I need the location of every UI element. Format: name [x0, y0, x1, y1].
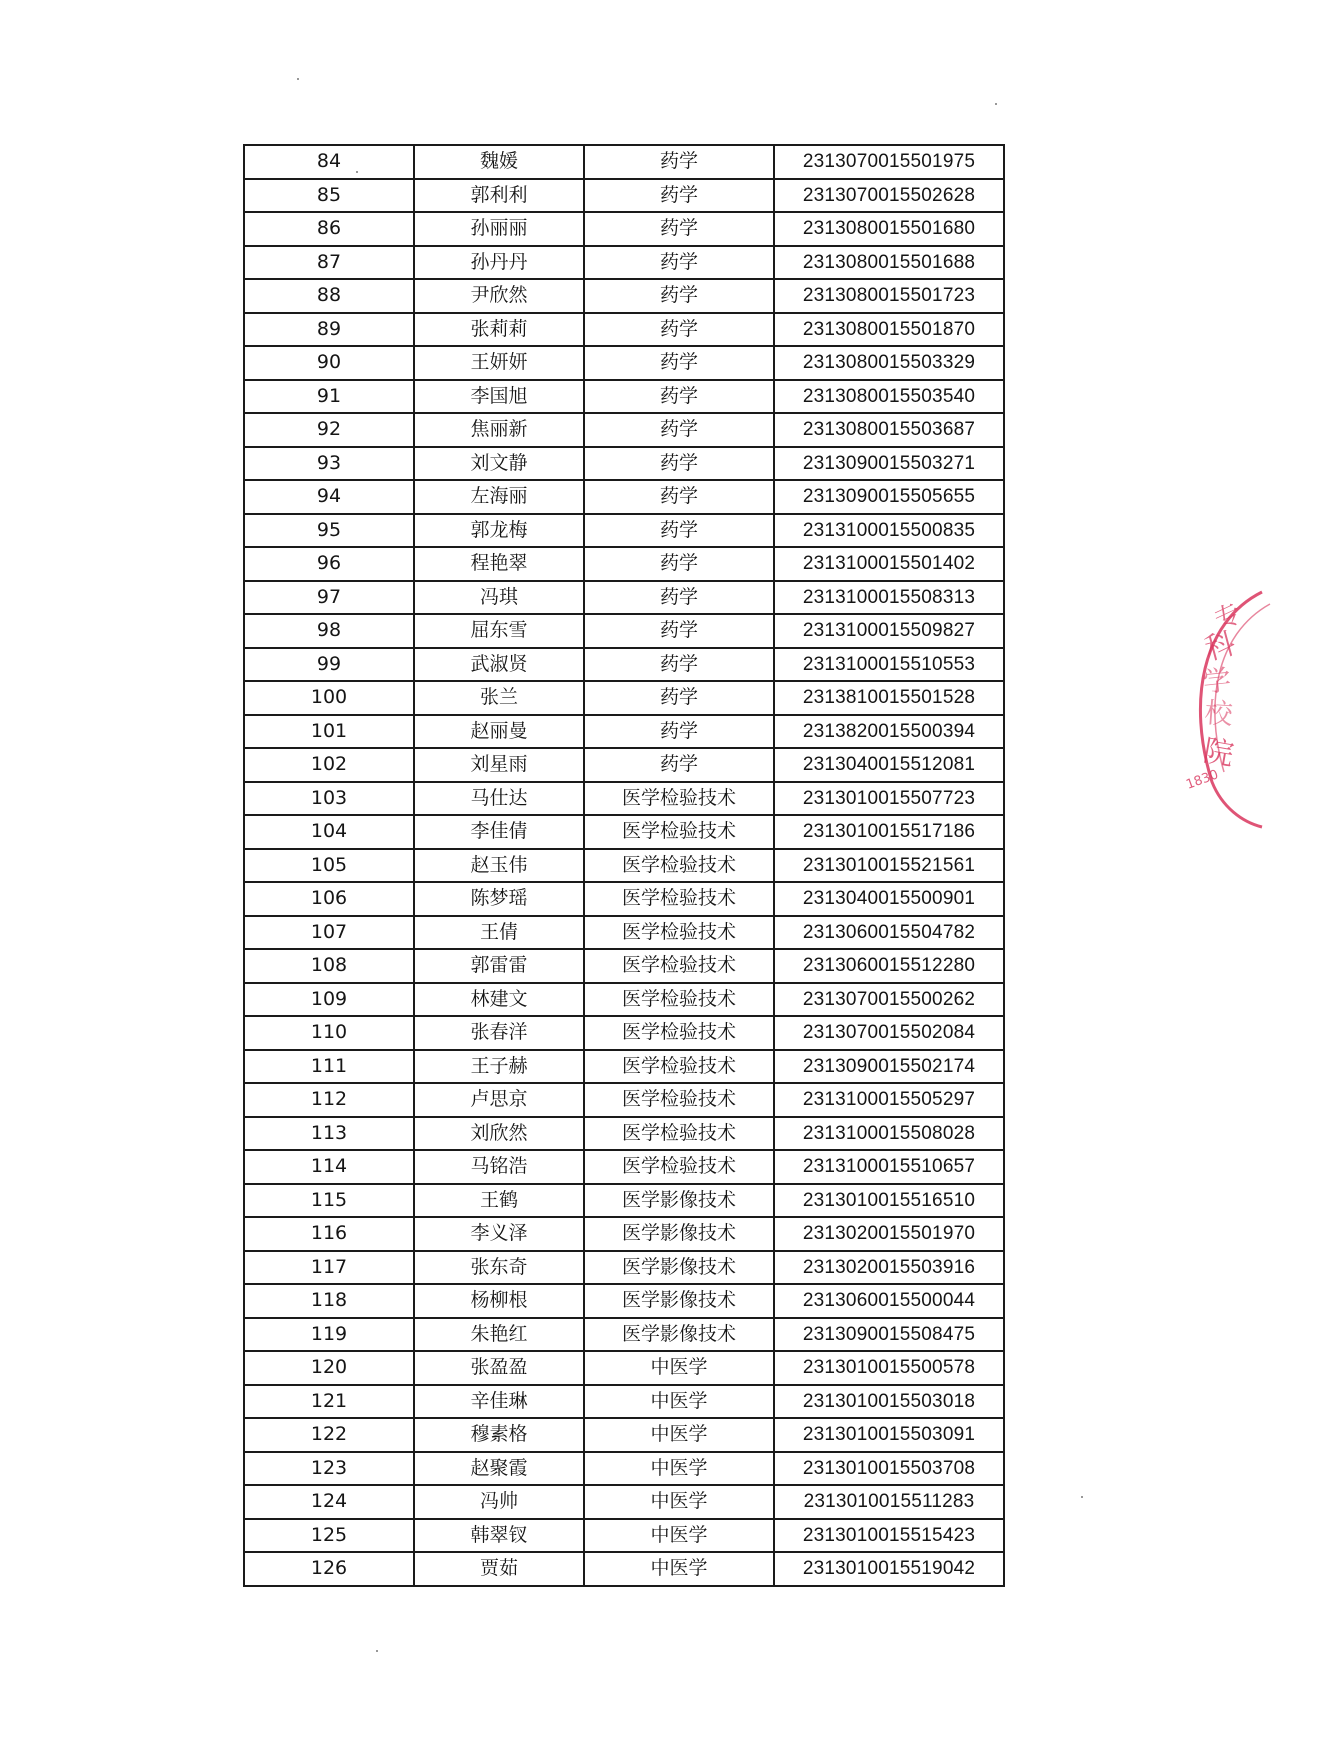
exam-id-cell: 2313100015508313 — [774, 581, 1004, 615]
row-number-cell: 121 — [244, 1385, 414, 1419]
student-name-cell: 郭雷雷 — [414, 949, 584, 983]
major-cell: 中医学 — [584, 1519, 774, 1553]
exam-id-cell: 2313010015521561 — [774, 849, 1004, 883]
table-row — [244, 447, 1004, 481]
row-number-cell: 102 — [244, 748, 414, 782]
student-name-cell: 韩翠钗 — [414, 1519, 584, 1553]
row-number-cell: 125 — [244, 1519, 414, 1553]
student-name-cell: 武淑贤 — [414, 648, 584, 682]
student-name-cell: 冯帅 — [414, 1485, 584, 1519]
student-name-cell: 穆素格 — [414, 1418, 584, 1452]
scan-speck — [1081, 1496, 1083, 1498]
row-number-cell: 107 — [244, 916, 414, 950]
student-name-cell: 郭利利 — [414, 179, 584, 213]
exam-id-cell: 2313100015509827 — [774, 614, 1004, 648]
student-name-cell: 王倩 — [414, 916, 584, 950]
exam-id-cell: 2313010015507723 — [774, 782, 1004, 816]
major-cell: 药学 — [584, 212, 774, 246]
row-number-cell: 106 — [244, 882, 414, 916]
table-row — [244, 983, 1004, 1017]
row-number-cell: 117 — [244, 1251, 414, 1285]
table-row — [244, 346, 1004, 380]
table-row — [244, 279, 1004, 313]
major-cell: 医学检验技术 — [584, 1083, 774, 1117]
row-number-cell: 96 — [244, 547, 414, 581]
exam-id-cell: 2313080015503329 — [774, 346, 1004, 380]
table-row — [244, 581, 1004, 615]
student-name-cell: 王鹤 — [414, 1184, 584, 1218]
student-name-cell: 张兰 — [414, 681, 584, 715]
student-name-cell: 辛佳琳 — [414, 1385, 584, 1419]
student-name-cell: 赵丽曼 — [414, 715, 584, 749]
table-row — [244, 614, 1004, 648]
seal-glyph: 院 — [1200, 733, 1237, 774]
major-cell: 医学影像技术 — [584, 1184, 774, 1218]
table-body — [244, 145, 1004, 1586]
student-name-cell: 李国旭 — [414, 380, 584, 414]
row-number-cell: 88 — [244, 279, 414, 313]
student-name-cell: 张东奇 — [414, 1251, 584, 1285]
student-name-cell: 尹欣然 — [414, 279, 584, 313]
row-number-cell: 87 — [244, 246, 414, 280]
table-row — [244, 882, 1004, 916]
student-name-cell: 李义泽 — [414, 1217, 584, 1251]
row-number-cell: 124 — [244, 1485, 414, 1519]
row-number-cell: 91 — [244, 380, 414, 414]
major-cell: 药学 — [584, 514, 774, 548]
row-number-cell: 93 — [244, 447, 414, 481]
student-name-cell: 陈梦瑶 — [414, 882, 584, 916]
table-row — [244, 212, 1004, 246]
table-row — [244, 1418, 1004, 1452]
seal-glyph: 专 — [1210, 598, 1247, 637]
official-seal-stamp — [1182, 582, 1332, 832]
major-cell: 药学 — [584, 145, 774, 179]
student-name-cell: 左海丽 — [414, 480, 584, 514]
row-number-cell: 99 — [244, 648, 414, 682]
table-row — [244, 815, 1004, 849]
major-cell: 中医学 — [584, 1452, 774, 1486]
exam-id-cell: 2313010015517186 — [774, 815, 1004, 849]
exam-id-cell: 2313100015510553 — [774, 648, 1004, 682]
major-cell: 药学 — [584, 313, 774, 347]
major-cell: 医学检验技术 — [584, 1016, 774, 1050]
major-cell: 医学影像技术 — [584, 1318, 774, 1352]
row-number-cell: 85 — [244, 179, 414, 213]
row-number-cell: 112 — [244, 1083, 414, 1117]
table-row — [244, 916, 1004, 950]
major-cell: 医学检验技术 — [584, 949, 774, 983]
row-number-cell: 100 — [244, 681, 414, 715]
table-row — [244, 715, 1004, 749]
row-number-cell: 115 — [244, 1184, 414, 1218]
student-name-cell: 刘文静 — [414, 447, 584, 481]
row-number-cell: 116 — [244, 1217, 414, 1251]
table-row — [244, 1385, 1004, 1419]
major-cell: 医学检验技术 — [584, 983, 774, 1017]
table-row — [244, 1150, 1004, 1184]
table-row — [244, 179, 1004, 213]
major-cell: 药学 — [584, 447, 774, 481]
student-name-cell: 赵玉伟 — [414, 849, 584, 883]
major-cell: 药学 — [584, 246, 774, 280]
table-row — [244, 1284, 1004, 1318]
table-row — [244, 748, 1004, 782]
row-number-cell: 101 — [244, 715, 414, 749]
major-cell: 中医学 — [584, 1351, 774, 1385]
row-number-cell: 113 — [244, 1117, 414, 1151]
exam-id-cell: 2313010015515423 — [774, 1519, 1004, 1553]
row-number-cell: 103 — [244, 782, 414, 816]
exam-id-cell: 2313100015505297 — [774, 1083, 1004, 1117]
row-number-cell: 89 — [244, 313, 414, 347]
seal-glyph: 科 — [1201, 626, 1240, 668]
scan-speck — [356, 171, 358, 173]
exam-id-cell: 2313080015501870 — [774, 313, 1004, 347]
major-cell: 医学检验技术 — [584, 782, 774, 816]
exam-id-cell: 2313060015500044 — [774, 1284, 1004, 1318]
exam-id-cell: 2313100015500835 — [774, 514, 1004, 548]
major-cell: 药学 — [584, 179, 774, 213]
row-number-cell: 110 — [244, 1016, 414, 1050]
exam-id-cell: 2313080015503540 — [774, 380, 1004, 414]
exam-id-cell: 2313070015501975 — [774, 145, 1004, 179]
exam-id-cell: 2313070015502628 — [774, 179, 1004, 213]
major-cell: 药学 — [584, 681, 774, 715]
major-cell: 药学 — [584, 614, 774, 648]
row-number-cell: 122 — [244, 1418, 414, 1452]
student-name-cell: 王妍妍 — [414, 346, 584, 380]
table-row — [244, 681, 1004, 715]
major-cell: 药学 — [584, 279, 774, 313]
student-name-cell: 赵聚霞 — [414, 1452, 584, 1486]
exam-id-cell: 2313040015500901 — [774, 882, 1004, 916]
exam-id-cell: 2313060015512280 — [774, 949, 1004, 983]
exam-id-cell: 2313010015503708 — [774, 1452, 1004, 1486]
row-number-cell: 119 — [244, 1318, 414, 1352]
student-name-cell: 李佳倩 — [414, 815, 584, 849]
row-number-cell: 104 — [244, 815, 414, 849]
exam-id-cell: 2313070015502084 — [774, 1016, 1004, 1050]
student-name-cell: 马铭浩 — [414, 1150, 584, 1184]
student-name-cell: 魏媛 — [414, 145, 584, 179]
table-row — [244, 1519, 1004, 1553]
table-row — [244, 949, 1004, 983]
exam-id-cell: 2313080015501680 — [774, 212, 1004, 246]
row-number-cell: 120 — [244, 1351, 414, 1385]
student-name-cell: 林建文 — [414, 983, 584, 1017]
row-number-cell: 90 — [244, 346, 414, 380]
table-row — [244, 1050, 1004, 1084]
table-row — [244, 380, 1004, 414]
table-row — [244, 1485, 1004, 1519]
exam-id-cell: 2313010015500578 — [774, 1351, 1004, 1385]
row-number-cell: 123 — [244, 1452, 414, 1486]
exam-id-cell: 2313100015508028 — [774, 1117, 1004, 1151]
table-row — [244, 648, 1004, 682]
table-row — [244, 1117, 1004, 1151]
table-row — [244, 1318, 1004, 1352]
student-name-cell: 刘星雨 — [414, 748, 584, 782]
student-name-cell: 贾茹 — [414, 1552, 584, 1586]
student-name-cell: 郭龙梅 — [414, 514, 584, 548]
seal-glyph: 学 — [1201, 663, 1233, 699]
seal-glyph: 校 — [1203, 696, 1234, 731]
exam-id-cell: 2313810015501528 — [774, 681, 1004, 715]
student-name-cell: 卢思京 — [414, 1083, 584, 1117]
major-cell: 医学检验技术 — [584, 815, 774, 849]
exam-id-cell: 2313090015508475 — [774, 1318, 1004, 1352]
table-row — [244, 514, 1004, 548]
exam-id-cell: 2313010015511283 — [774, 1485, 1004, 1519]
student-name-cell: 杨柳根 — [414, 1284, 584, 1318]
exam-id-cell: 2313090015502174 — [774, 1050, 1004, 1084]
major-cell: 药学 — [584, 715, 774, 749]
row-number-cell: 108 — [244, 949, 414, 983]
major-cell: 医学影像技术 — [584, 1284, 774, 1318]
student-name-cell: 马仕达 — [414, 782, 584, 816]
exam-id-cell: 2313820015500394 — [774, 715, 1004, 749]
major-cell: 医学检验技术 — [584, 882, 774, 916]
table-row — [244, 480, 1004, 514]
exam-id-cell: 2313040015512081 — [774, 748, 1004, 782]
exam-id-cell: 2313010015503091 — [774, 1418, 1004, 1452]
row-number-cell: 114 — [244, 1150, 414, 1184]
table-row — [244, 1351, 1004, 1385]
exam-id-cell: 2313010015503018 — [774, 1385, 1004, 1419]
table-row — [244, 1552, 1004, 1586]
table-row — [244, 1184, 1004, 1218]
major-cell: 药学 — [584, 346, 774, 380]
major-cell: 中医学 — [584, 1385, 774, 1419]
row-number-cell: 95 — [244, 514, 414, 548]
major-cell: 医学影像技术 — [584, 1217, 774, 1251]
student-name-cell: 刘欣然 — [414, 1117, 584, 1151]
row-number-cell: 118 — [244, 1284, 414, 1318]
major-cell: 药学 — [584, 480, 774, 514]
major-cell: 医学检验技术 — [584, 916, 774, 950]
table-row — [244, 1251, 1004, 1285]
major-cell: 中医学 — [584, 1485, 774, 1519]
exam-id-cell: 2313010015516510 — [774, 1184, 1004, 1218]
major-cell: 药学 — [584, 648, 774, 682]
table-row — [244, 1016, 1004, 1050]
exam-id-cell: 2313080015503687 — [774, 413, 1004, 447]
row-number-cell: 94 — [244, 480, 414, 514]
student-name-cell: 孙丹丹 — [414, 246, 584, 280]
student-name-cell: 冯琪 — [414, 581, 584, 615]
exam-id-cell: 2313100015510657 — [774, 1150, 1004, 1184]
exam-id-cell: 2313010015519042 — [774, 1552, 1004, 1586]
exam-id-cell: 2313070015500262 — [774, 983, 1004, 1017]
student-name-cell: 朱艳红 — [414, 1318, 584, 1352]
major-cell: 医学影像技术 — [584, 1251, 774, 1285]
major-cell: 医学检验技术 — [584, 1117, 774, 1151]
table-row — [244, 313, 1004, 347]
table-row — [244, 413, 1004, 447]
major-cell: 药学 — [584, 413, 774, 447]
major-cell: 药学 — [584, 380, 774, 414]
exam-id-cell: 2313020015503916 — [774, 1251, 1004, 1285]
student-name-cell: 孙丽丽 — [414, 212, 584, 246]
major-cell: 医学检验技术 — [584, 1150, 774, 1184]
table-row — [244, 246, 1004, 280]
table-row — [244, 849, 1004, 883]
table-row — [244, 145, 1004, 179]
student-name-cell: 屈东雪 — [414, 614, 584, 648]
exam-id-cell: 2313020015501970 — [774, 1217, 1004, 1251]
major-cell: 药学 — [584, 748, 774, 782]
row-number-cell: 111 — [244, 1050, 414, 1084]
major-cell: 医学检验技术 — [584, 849, 774, 883]
scan-speck — [376, 1650, 378, 1652]
exam-id-cell: 2313090015503271 — [774, 447, 1004, 481]
table-row — [244, 1083, 1004, 1117]
major-cell: 药学 — [584, 547, 774, 581]
table-row — [244, 1217, 1004, 1251]
major-cell: 中医学 — [584, 1552, 774, 1586]
scan-speck — [297, 78, 299, 80]
student-name-cell: 焦丽新 — [414, 413, 584, 447]
exam-id-cell: 2313100015501402 — [774, 547, 1004, 581]
row-number-cell: 84 — [244, 145, 414, 179]
major-cell: 医学检验技术 — [584, 1050, 774, 1084]
student-name-cell: 程艳翠 — [414, 547, 584, 581]
exam-id-cell: 2313080015501723 — [774, 279, 1004, 313]
row-number-cell: 97 — [244, 581, 414, 615]
row-number-cell: 98 — [244, 614, 414, 648]
student-name-cell: 张莉莉 — [414, 313, 584, 347]
student-name-cell: 张春洋 — [414, 1016, 584, 1050]
table-row — [244, 547, 1004, 581]
table-row — [244, 782, 1004, 816]
exam-id-cell: 2313060015504782 — [774, 916, 1004, 950]
exam-id-cell: 2313080015501688 — [774, 246, 1004, 280]
major-cell: 药学 — [584, 581, 774, 615]
seal-glyph: 1830 — [1184, 767, 1221, 793]
row-number-cell: 105 — [244, 849, 414, 883]
student-list-table — [243, 144, 1005, 1587]
major-cell: 中医学 — [584, 1418, 774, 1452]
student-name-cell: 张盈盈 — [414, 1351, 584, 1385]
row-number-cell: 109 — [244, 983, 414, 1017]
exam-id-cell: 2313090015505655 — [774, 480, 1004, 514]
row-number-cell: 86 — [244, 212, 414, 246]
scan-speck — [995, 103, 997, 105]
row-number-cell: 92 — [244, 413, 414, 447]
student-name-cell: 王子赫 — [414, 1050, 584, 1084]
table-row — [244, 1452, 1004, 1486]
row-number-cell: 126 — [244, 1552, 414, 1586]
